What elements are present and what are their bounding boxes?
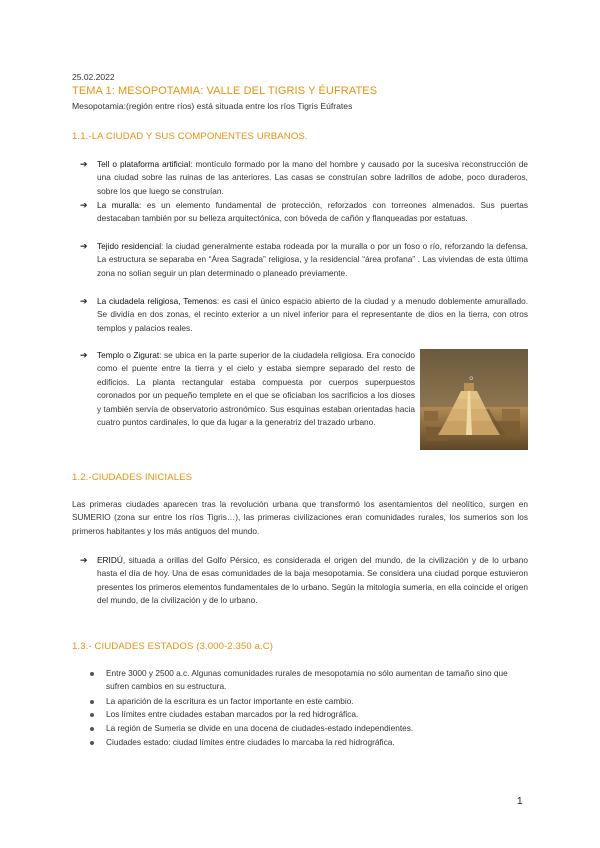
- bullet-dot-icon: [90, 727, 94, 731]
- arrow-right-icon: ➔: [80, 296, 88, 306]
- arrow-right-icon: ➔: [80, 200, 88, 210]
- list-item-zigurat: ➔ Templo o Zigurat: se ubica en la parte superior de la ciudadela religiosa. Era conocido como el puente entre la tierra y el cielo y estaba siempre separado del resto de edificios. La planta rectangular estaba compuesta por cuerpos superpuestos coronados por un pequeño templete en el que se oficiaban los sacrificios a los dioses y también servía de observatorio astronómico. Sus esquinas estaban orientadas hacia cuatro puntos cardinales, lo que da lugar a la generatriz del trazado urbano.: [80, 350, 415, 428]
- bullet-dot-icon: [90, 713, 94, 717]
- list-item-muralla: ➔ La muralla: es un elemento fundamental de protección, reforzados con torreones almenados. Sus puertas destacaban también por su belleza arquitectónica, con bóveda de cañón y flanqueadas por estatuas.: [80, 200, 528, 224]
- section-heading-1: 1.1.-LA CIUDAD Y SUS COMPONENTES URBANOS.: [72, 131, 308, 142]
- section-2-paragraph: Las primeras ciudades aparecen tras la revolución urbana que transformó los asentamientos del neolítico, surgen en SUMERIO (zona sur entre los ríos Tigris…), las primeras civilizaciones eran comunidades rurales, los sumerios son los primeros habitantes y los más antiguos del mundo.: [72, 499, 528, 536]
- term: Tell o plataforma artificial: [97, 159, 191, 169]
- section-heading-2: 1.2.-CIUDADES INICIALES: [72, 472, 193, 483]
- bullet-dot-icon: [90, 700, 94, 704]
- arrow-right-icon: ➔: [80, 159, 88, 169]
- bullet-dot-icon: [90, 672, 94, 676]
- list-item-tejido: ➔ Tejido residencial: la ciudad generalmente estaba rodeada por la muralla o por un foso o río, reforzando la defensa. La estructura se separaba en “Área Sagrada” religiosa, y la residencial “área profana” . Las viviendas de esta última zona no solían seguir un plan determinado o planeado previamente.: [80, 241, 528, 278]
- arrow-right-icon: ➔: [80, 350, 88, 360]
- bullet-dot-icon: [90, 741, 94, 745]
- document-title: TEMA 1: MESOPOTAMIA: VALLE DEL TIGRIS Y ÉUFRATES: [72, 85, 378, 97]
- term: ERIDÚ: [97, 555, 123, 565]
- list-item-tell: ➔ Tell o plataforma artificial: montículo formado por la mano del hombre y causado por la sucesiva reconstrucción de una ciudad sobre las ruinas de las anteriores. Las casas se construían sobre ladrillos de adobe, poco duraderos, sobre los que luego se construían.: [80, 159, 528, 196]
- ziggurat-illustration: [420, 349, 528, 450]
- term: La muralla: [97, 200, 139, 210]
- document-date: 25.02.2022: [72, 72, 115, 82]
- term: La ciudadela religiosa, Temenos: [97, 296, 217, 306]
- arrow-right-icon: ➔: [80, 555, 88, 565]
- bullet-item: Entre 3000 y 2500 a.c. Algunas comunidades rurales de mesopotamia no sólo aumentan de tamaño sino que sufren cambios en su estructura.: [90, 667, 530, 694]
- section-heading-3: 1.3.- CIUDADES ESTADOS (3.000-2.350 a.C): [72, 641, 274, 652]
- term: Tejido residencial: [97, 241, 162, 251]
- bullet-item: La aparición de la escritura es un factor importante en este cambio.: [90, 695, 530, 708]
- ziggurat-image: [420, 349, 528, 450]
- svg-text:ഠ: ഠ: [469, 375, 473, 382]
- bullet-item: Ciudades estado: ciudad límites entre ciudades lo marcaba la red hidrográfica.: [90, 736, 530, 749]
- list-item-eridu: ➔ ERIDÚ, situada a orillas del Golfo Pérsico, es considerada el origen del mundo, de la civilización y de lo urbano hasta el día de hoy. Una de esas comunidades de la baja mesopotamia. Se considera una ciudad porque estuvieron presentes los primeros elementos fundamentales de lo urbano. Según la mitología sumeria, en ella coincide el origen del mundo, de la civilización y de lo urbano.: [80, 555, 528, 606]
- list-item-temenos: ➔ La ciudadela religiosa, Temenos: es casi el único espacio abierto de la ciudad y a menudo doblemente amurallado. Se dividía en dos zonas, el recinto exterior a un nivel inferior para el representante de dios en la tierra, con otros templos y palacios reales.: [80, 296, 528, 333]
- term: Templo o Zigurat: [97, 350, 160, 360]
- arrow-right-icon: ➔: [80, 241, 88, 251]
- page-number: 1: [517, 796, 523, 807]
- document-subtitle: Mesopotamia:(región entre ríos) está situada entre los ríos Tigris Eúfrates: [72, 101, 353, 111]
- bullet-item: La región de Sumeria se divide en una docena de ciudades-estado independientes.: [90, 722, 530, 735]
- bullet-item: Los límites entre ciudades estaban marcados por la red hidrográfica.: [90, 708, 530, 721]
